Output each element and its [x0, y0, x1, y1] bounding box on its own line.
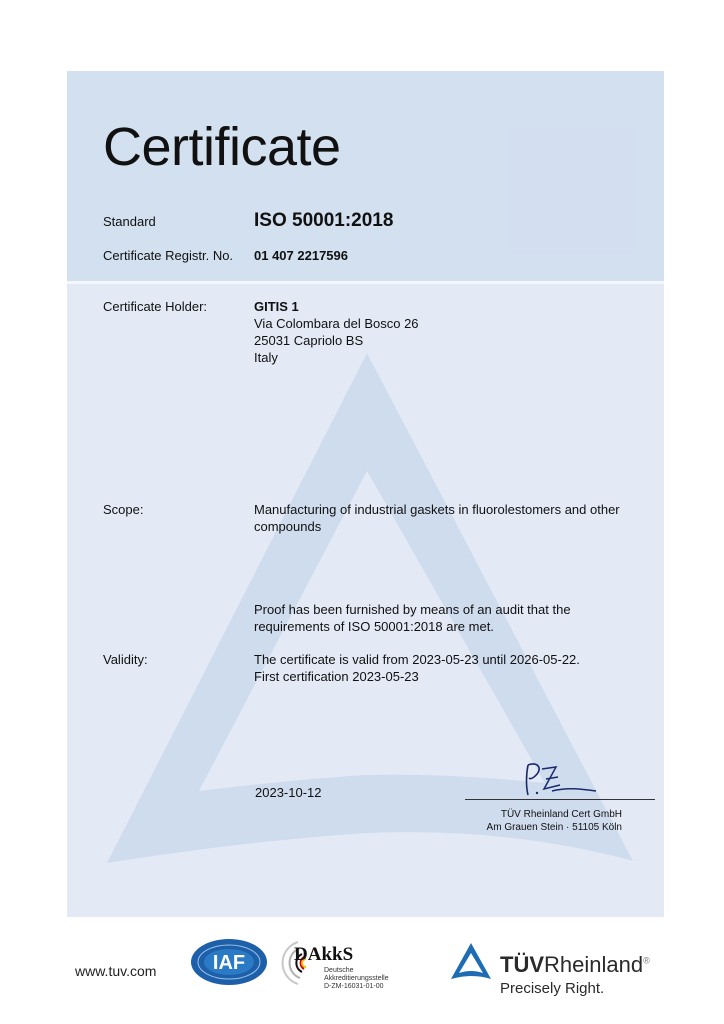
- proof-line: requirements of ISO 50001:2018 are met.: [254, 619, 494, 634]
- holder-city: 25031 Capriolo BS: [254, 333, 364, 348]
- dakks-logo: [278, 936, 398, 994]
- holder-label: Certificate Holder:: [103, 299, 208, 314]
- proof-line: Proof has been furnished by means of an audit that the: [254, 602, 571, 617]
- dakks-line: Deutsche: [324, 967, 354, 974]
- registered-mark: ®: [643, 955, 650, 966]
- validity-label: Validity:: [103, 652, 148, 667]
- certificate-title: Certificate: [103, 117, 341, 177]
- validity-line: The certificate is valid from 2023-05-23 until 2026-05-22.: [254, 652, 580, 667]
- holder-address: [254, 298, 419, 366]
- tuv-triangle-icon: [450, 942, 492, 980]
- svg-text:IAF: IAF: [212, 952, 246, 974]
- header-divider: [67, 281, 664, 284]
- signature-icon: [522, 761, 602, 799]
- standard-label: Standard: [103, 214, 156, 229]
- registr-label: Certificate Registr. No.: [103, 248, 234, 263]
- holder-country: Italy: [254, 350, 278, 365]
- signature-line: [465, 799, 655, 800]
- certificate-panel: [67, 71, 664, 917]
- iaf-logo-icon: [190, 938, 268, 986]
- tuv-website-link[interactable]: www.tuv.com: [75, 963, 157, 979]
- scope-line: Manufacturing of industrial gaskets in fluorolestomers and other: [254, 502, 620, 517]
- tuv-brand-rest: Rheinland: [544, 952, 644, 977]
- tuv-brand-bold: TÜV: [500, 952, 544, 977]
- tuv-brand: [500, 952, 650, 978]
- holder-name: GITIS 1: [254, 299, 299, 314]
- tuv-slogan: Precisely Right.: [500, 980, 605, 997]
- tuv-rheinland-logo: [450, 940, 660, 1000]
- scope-label: Scope:: [103, 502, 144, 517]
- issuer-block: [487, 808, 622, 834]
- validity-text: [254, 651, 580, 685]
- dakks-line: Akkreditierungsstelle: [324, 975, 389, 982]
- scope-text: [254, 501, 620, 535]
- scope-line: compounds: [254, 519, 322, 534]
- registr-value: 01 407 2217596: [254, 248, 348, 263]
- standard-value: ISO 50001:2018: [254, 210, 394, 231]
- holder-street: Via Colombara del Bosco 26: [254, 316, 419, 331]
- issue-date: 2023-10-12: [255, 785, 322, 800]
- dakks-subtitle: [324, 967, 389, 991]
- issuer-address: Am Grauen Stein · 51105 Köln: [486, 822, 622, 833]
- dakks-title: DAkkS: [294, 944, 354, 965]
- issuer-name: TÜV Rheinland Cert GmbH: [500, 809, 622, 820]
- validity-line: First certification 2023-05-23: [254, 669, 419, 684]
- proof-text: [254, 601, 571, 635]
- dakks-line: D-ZM-16031-01-00: [324, 983, 384, 990]
